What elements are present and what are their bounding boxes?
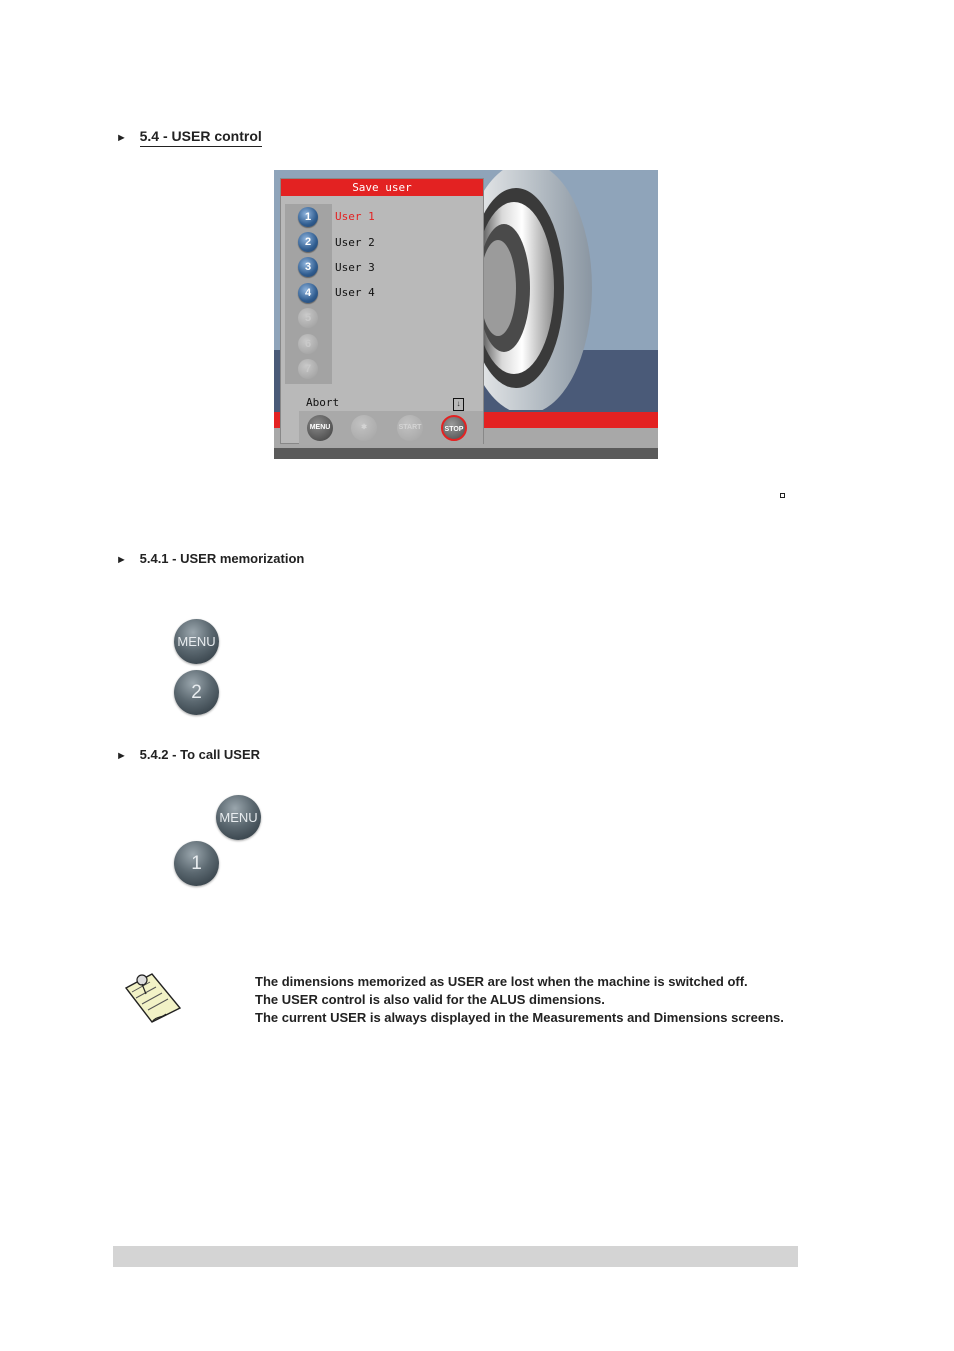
slot-5-icon: 5: [298, 308, 318, 328]
disabled-settings-button: ✱: [351, 415, 377, 441]
menu-key[interactable]: MENU: [216, 795, 261, 840]
footer-bar: [113, 1246, 798, 1267]
wheel-illustration: [464, 170, 614, 410]
abort-icon: ↓: [453, 398, 464, 411]
small-marker-box: [780, 493, 785, 498]
subsection-heading-call: [116, 747, 260, 762]
note-paper-icon: [122, 968, 182, 1024]
user-item-4[interactable]: User 4: [335, 286, 375, 299]
section-heading: [116, 128, 262, 144]
user-item-1[interactable]: User 1: [335, 210, 375, 223]
slot-4-icon[interactable]: 4: [298, 283, 318, 303]
abort-label[interactable]: Abort: [306, 396, 340, 409]
screen-bottom-edge: [274, 448, 658, 459]
slot-6-icon: 6: [298, 334, 318, 354]
start-button: START: [397, 415, 423, 441]
slot-2-icon[interactable]: 2: [298, 232, 318, 252]
subsection-marker: ►: [116, 554, 127, 566]
stop-button[interactable]: STOP: [441, 415, 467, 441]
subsection-title: 5.4.2 - To call USER: [139, 747, 261, 762]
button-bar: [299, 411, 483, 445]
slot-3-icon[interactable]: 3: [298, 257, 318, 277]
digit-2-key[interactable]: 2: [174, 670, 219, 715]
menu-key[interactable]: MENU: [174, 619, 219, 664]
slot-7-icon: 7: [298, 359, 318, 379]
user-item-2[interactable]: User 2: [335, 236, 375, 249]
panel-title: Save user: [281, 179, 483, 196]
section-title: 5.4 - USER control: [140, 128, 262, 147]
slot-1-icon[interactable]: 1: [298, 207, 318, 227]
subsection-marker: ►: [116, 750, 127, 762]
digit-1-key[interactable]: 1: [174, 841, 219, 886]
subsection-title: 5.4.1 - USER memorization: [139, 551, 305, 566]
note-line: The dimensions memorized as USER are lost when the machine is switched off.: [255, 974, 748, 989]
menu-button[interactable]: MENU: [307, 415, 333, 441]
note-line: The USER control is also valid for the ALUS dimensions.: [255, 992, 605, 1007]
save-user-panel: [280, 178, 484, 444]
note-text: [255, 973, 784, 1027]
subsection-heading-memorization: [116, 551, 304, 566]
note-line: The current USER is always displayed in the Measurements and Dimensions screens.: [255, 1010, 784, 1025]
save-user-screenshot: [274, 170, 658, 459]
section-marker: ►: [116, 132, 127, 144]
user-item-3[interactable]: User 3: [335, 261, 375, 274]
